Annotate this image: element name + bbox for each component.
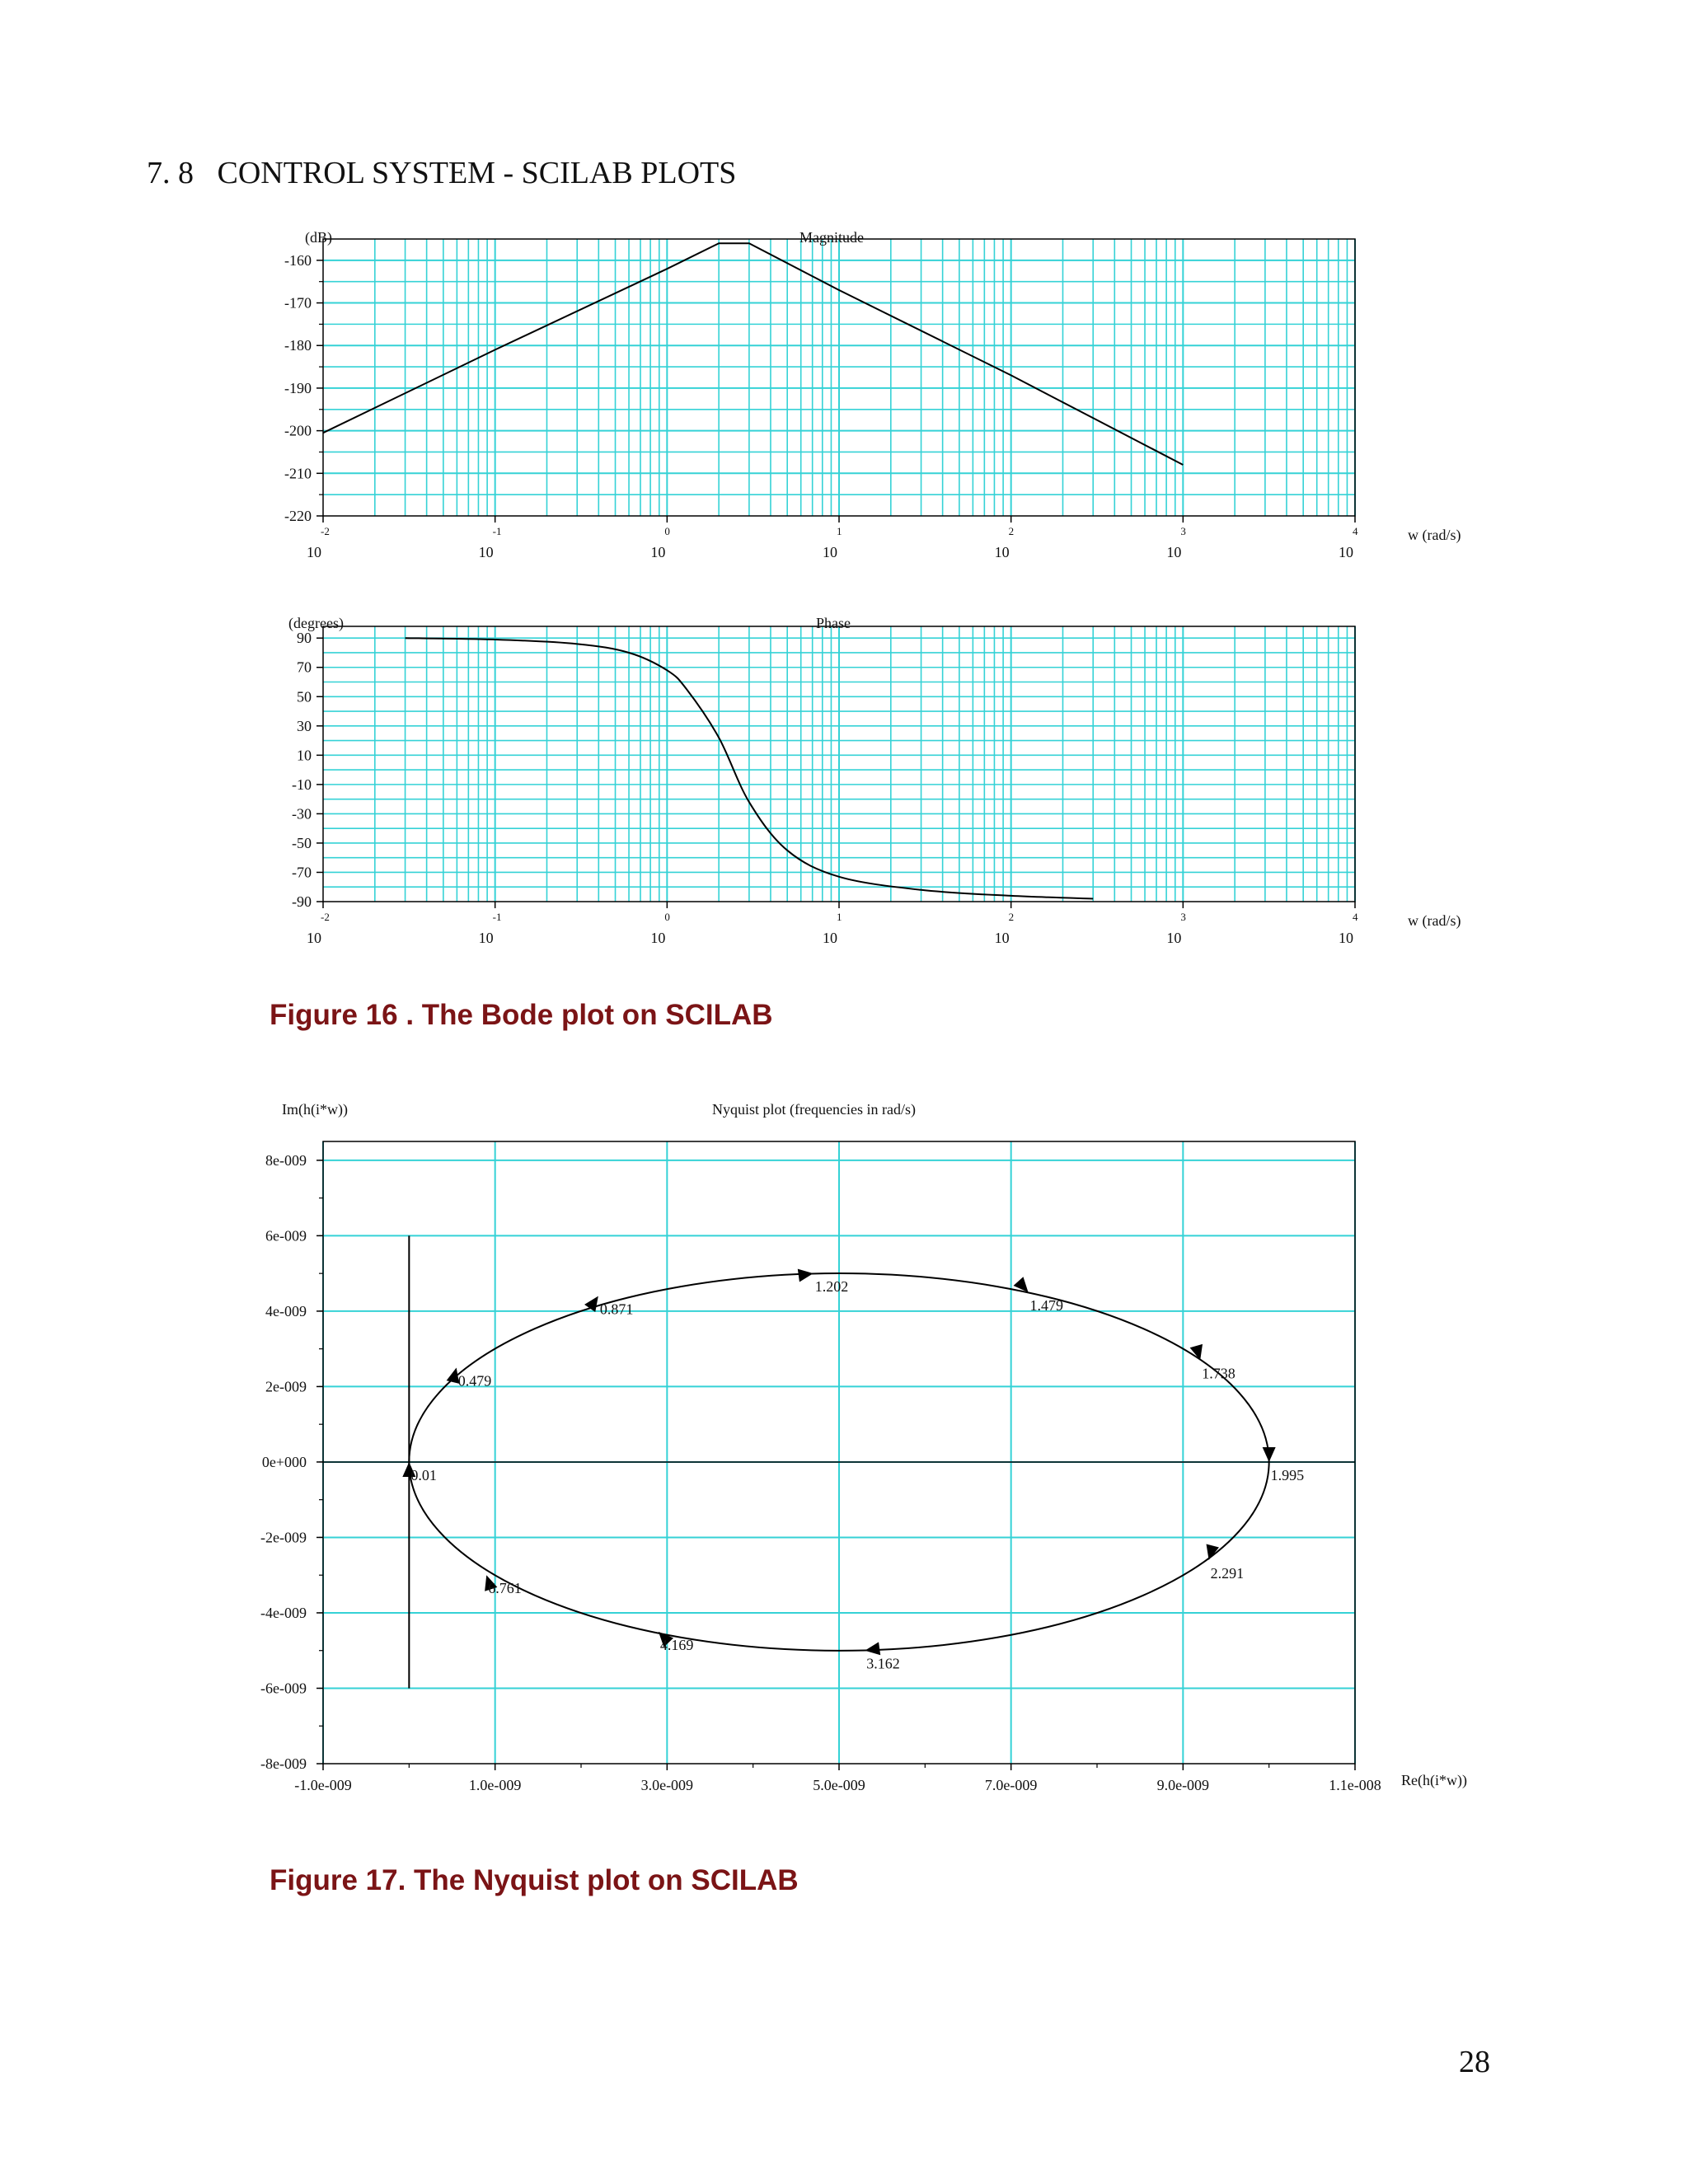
x-tick-base: 10 bbox=[307, 930, 321, 946]
nyquist-caption: Figure 17. The Nyquist plot on SCILAB bbox=[270, 1864, 799, 1896]
x-tick-exponent: 3 bbox=[1180, 525, 1186, 537]
x-tick-exponent: 0 bbox=[664, 911, 670, 923]
x-tick-base: 10 bbox=[1166, 544, 1182, 560]
y-tick-label: 50 bbox=[297, 688, 312, 705]
frequency-label: 0.01 bbox=[410, 1466, 437, 1483]
y-tick-label: -180 bbox=[284, 337, 312, 354]
frequency-label: 1.479 bbox=[1029, 1297, 1064, 1315]
x-tick-exponent: 4 bbox=[1353, 911, 1358, 923]
magnitude-y-unit: (dB) bbox=[305, 229, 332, 246]
magnitude-grid bbox=[323, 239, 1355, 516]
x-tick-base: 10 bbox=[823, 930, 837, 946]
y-tick-label: -190 bbox=[284, 379, 312, 396]
x-tick-exponent: -1 bbox=[492, 525, 502, 537]
x-tick-label: 9.0e-009 bbox=[1156, 1777, 1210, 1793]
phase-grid bbox=[323, 626, 1355, 902]
x-tick-exponent: 2 bbox=[1008, 911, 1015, 923]
frequency-label: 4.169 bbox=[659, 1636, 694, 1653]
section-title: CONTROL SYSTEM - SCILAB PLOTS bbox=[217, 156, 737, 190]
x-tick-exponent: 1 bbox=[837, 525, 842, 537]
frequency-label: 1.995 bbox=[1270, 1466, 1305, 1483]
magnitude-y-ticks bbox=[284, 252, 323, 524]
y-tick-label: 90 bbox=[297, 630, 312, 647]
phase-x-ticks bbox=[307, 902, 1358, 946]
y-tick-label: 70 bbox=[297, 658, 312, 676]
x-tick-base: 10 bbox=[1339, 930, 1353, 946]
x-tick-base: 10 bbox=[650, 544, 666, 560]
frequency-label: 2.291 bbox=[1210, 1564, 1245, 1582]
bode-caption: Figure 16 . The Bode plot on SCILAB bbox=[270, 999, 773, 1031]
frequency-label: 3.162 bbox=[866, 1655, 900, 1672]
y-tick-label: 6e-009 bbox=[265, 1227, 307, 1244]
x-tick-exponent: 3 bbox=[1180, 911, 1186, 923]
x-tick-base: 10 bbox=[478, 544, 494, 560]
x-tick-base: 10 bbox=[307, 544, 321, 560]
y-tick-label: -200 bbox=[284, 422, 312, 439]
nyquist-y-label: Im(h(i*w)) bbox=[282, 1101, 348, 1118]
y-tick-label: -220 bbox=[284, 508, 312, 524]
y-tick-label: -2e-009 bbox=[260, 1529, 307, 1546]
direction-arrow bbox=[1190, 1344, 1207, 1362]
y-tick-label: -160 bbox=[284, 251, 312, 269]
direction-arrow bbox=[1263, 1447, 1276, 1462]
nyquist-y-ticks bbox=[260, 1152, 323, 1772]
y-tick-label: 10 bbox=[297, 747, 312, 764]
x-tick-label: -1.0e-009 bbox=[294, 1777, 352, 1793]
nyquist-grid bbox=[323, 1141, 1355, 1764]
section-number: 7. 8 bbox=[147, 156, 194, 190]
magnitude-panel bbox=[284, 229, 1461, 560]
x-tick-label: 3.0e-009 bbox=[640, 1777, 694, 1793]
y-tick-label: -210 bbox=[284, 465, 312, 482]
x-tick-label: 7.0e-009 bbox=[984, 1777, 1038, 1793]
y-tick-label: -70 bbox=[292, 864, 312, 881]
y-tick-label: 4e-009 bbox=[265, 1302, 307, 1319]
magnitude-x-unit: w (rad/s) bbox=[1408, 527, 1461, 543]
x-tick-base: 10 bbox=[823, 544, 837, 560]
x-tick-base: 10 bbox=[994, 544, 1010, 560]
x-tick-exponent: 0 bbox=[664, 525, 670, 537]
y-tick-label: -8e-009 bbox=[260, 1755, 307, 1772]
frequency-label: 6.761 bbox=[488, 1580, 522, 1597]
y-tick-label: -10 bbox=[292, 776, 312, 793]
x-tick-base: 10 bbox=[478, 930, 494, 946]
x-tick-exponent: -2 bbox=[321, 525, 330, 537]
x-tick-base: 10 bbox=[1339, 544, 1353, 560]
y-tick-label: -170 bbox=[284, 294, 312, 312]
phase-x-unit: w (rad/s) bbox=[1408, 912, 1461, 929]
y-tick-label: -4e-009 bbox=[260, 1604, 307, 1621]
y-tick-label: 30 bbox=[297, 717, 312, 734]
x-tick-label: 1.0e-009 bbox=[468, 1777, 522, 1793]
nyquist-plot bbox=[0, 1071, 1688, 1813]
x-tick-exponent: -1 bbox=[492, 911, 502, 923]
bode-plot bbox=[0, 0, 1688, 989]
x-tick-label: 5.0e-009 bbox=[813, 1777, 865, 1793]
frequency-label: 0.871 bbox=[599, 1301, 634, 1318]
y-tick-label: -6e-009 bbox=[260, 1680, 307, 1697]
x-tick-base: 10 bbox=[650, 930, 666, 946]
phase-panel bbox=[288, 615, 1461, 946]
y-tick-label: -50 bbox=[292, 834, 312, 851]
frequency-label: 0.479 bbox=[457, 1372, 492, 1390]
phase-y-ticks bbox=[292, 630, 323, 910]
frequency-label: 1.738 bbox=[1202, 1365, 1236, 1382]
y-tick-label: 2e-009 bbox=[265, 1378, 307, 1395]
x-tick-exponent: 4 bbox=[1353, 525, 1358, 537]
page-number: 28 bbox=[1459, 2045, 1490, 2079]
y-tick-label: 0e+000 bbox=[261, 1453, 307, 1470]
x-tick-base: 10 bbox=[994, 930, 1010, 946]
x-tick-base: 10 bbox=[1166, 930, 1182, 946]
x-tick-exponent: 2 bbox=[1008, 525, 1015, 537]
nyquist-x-ticks bbox=[294, 1764, 1381, 1793]
magnitude-curve bbox=[323, 243, 1183, 465]
y-tick-label: -30 bbox=[292, 805, 312, 823]
phase-y-unit: (degrees) bbox=[288, 615, 344, 631]
magnitude-title: Magnitude bbox=[799, 229, 864, 246]
frequency-label: 1.202 bbox=[814, 1278, 849, 1296]
phase-title: Phase bbox=[816, 615, 851, 631]
y-tick-label: 8e-009 bbox=[265, 1151, 307, 1169]
nyquist-title: Nyquist plot (frequencies in rad/s) bbox=[712, 1101, 916, 1118]
x-tick-exponent: 1 bbox=[837, 911, 842, 923]
x-tick-exponent: -2 bbox=[321, 911, 330, 923]
nyquist-x-label: Re(h(i*w)) bbox=[1401, 1772, 1467, 1788]
x-tick-label: 1.1e-008 bbox=[1329, 1777, 1381, 1793]
y-tick-label: -90 bbox=[292, 893, 312, 910]
magnitude-x-ticks bbox=[307, 516, 1358, 560]
